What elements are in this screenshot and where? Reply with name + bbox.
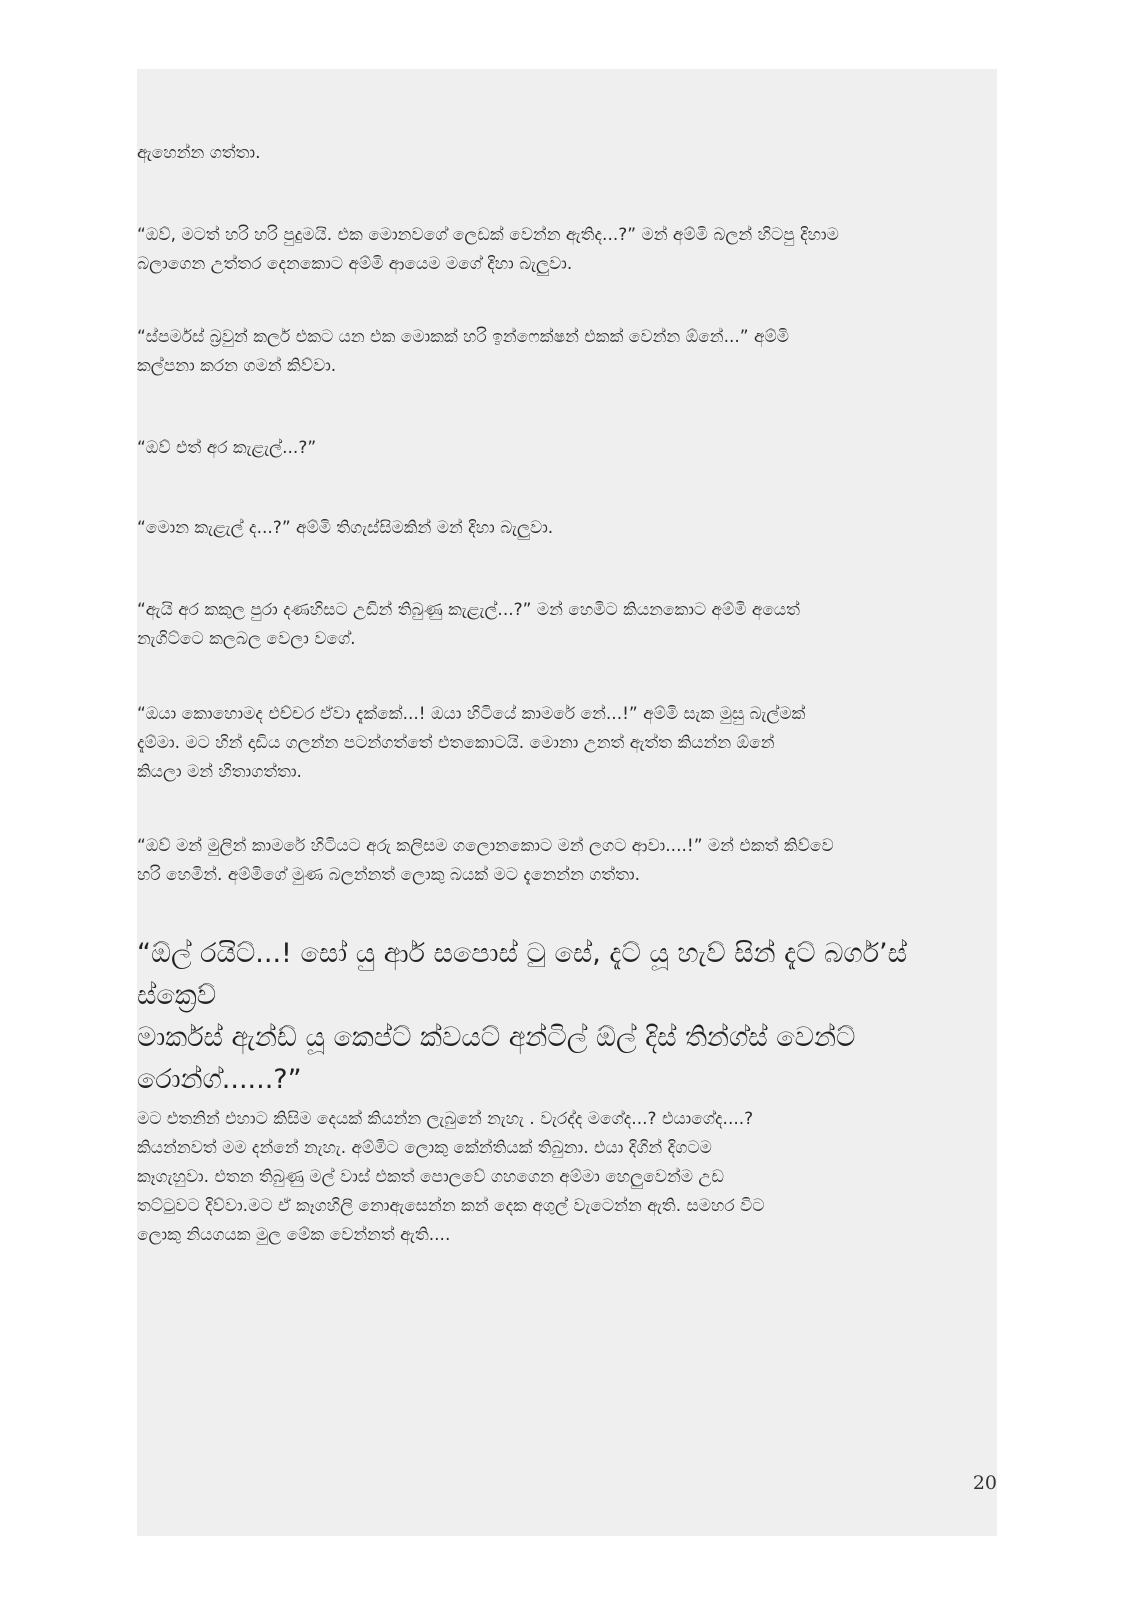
paragraph-1: ඇහෙන්න ගත්තා. <box>137 143 261 163</box>
dialogue-quote: “ඕල් රයිට්...! සෝ යු ආර් සපොස් ටු සේ, දැට් යූ හැව් සින් දැට් බගර්’ස් ස්ක්‍රෙව් මාර්කස් ඇන්ඩ් යූ කෙප්ට් ක්වයට් අන්ටිල් ඕල් දිස් තින්ග්ස් වෙන්ට් රොන්ග්......?” <box>137 938 908 1095</box>
paragraph-3: “ස්පර්මස් බ්‍රවුන් කලර් එකට යන එක මොකක් හරි ඉන්ෆෙක්ෂන් එකක් වෙන්න ඕනේ...” අම්මි කල්පනා කරන ගමන් කිව්වා. <box>137 327 789 376</box>
paragraph-7: “ඔයා කොහොමද එච්චර ඒවා දැක්කේ...! ඔයා හිටියේ කාමරේ නේ...!” අම්මි සැක මුසු බැල්මක් දැම්මා. මට හින් දාඩිය ගලන්න පටන්ගත්තේ එතකොටයි. මොනා උනත් ඇත්ත කියන්න ඕනේ කියලා මන් හිතාගත්තා. <box>137 704 806 782</box>
paragraph-10: මට එතනින් එහාට කිසිම දෙයක් කියන්න ලැබුනේ නැහැ . වැරද්ද මගේද...? එයාගේද....? කියන්නවත් මම දන්නේ නැහැ. අම්මිට ලොකු කේන්තියක් තිබුනා. එයා දිගින් දිගටම කෑගැහුවා. එතන තිබුණු මල් වාස් එකත් පොලවේ ගහගෙන අම්මා හෙලුවෙන්ම උඩ තට්ටුවට දිව්වා.මට ඒ කෑගහිලි නොඇසෙන්න කන් දෙක අගුල් වැටෙන්න ඇති. සමහර විට ලොකු නියගයක මුල මේක වෙන්නත් ඇති.... <box>137 1109 765 1245</box>
document-page <box>137 69 997 1536</box>
paragraph-2: “ඔව්, මටත් හරි හරි පුදුමයි. එක මොනවගේ ලෙඩක් වෙන්න ඇතිද...?” මන් අම්මි බලන් හිටපු දිහාම බලාගෙන උත්තර දෙනකොට අම්මි ආයෙම මගේ දිහා බැලුවා. <box>137 225 839 274</box>
paragraph-8: “ඔව් මන් මුලින් කාමරේ හිටියට අරු කලිසම ගලොනකොට මන් ලගට ආවා....!” මන් එකත් කිව්වෙ හරි හෙමින්. අම්මිගේ මුණ බලන්නත් ලොකු බයක් මට දැනෙන්න ගත්තා. <box>137 836 834 885</box>
paragraph-4: “ඔව් එත් අර කැළැල්...?” <box>137 438 317 458</box>
paragraph-6: “ඇයි අර කකුල පුරා දණහිසට උඩින් තිබුණු කැළැල්...?” මන් හෙමිට කියනකොට අම්මි අයෙත් නැගිට්ටෙ කලබල වෙලා වගේ. <box>137 600 800 649</box>
page-number: 20 <box>972 1472 997 1494</box>
paragraph-5: “මොන කැළැල් ද...?” අම්මි තිගැස්සිමකින් මන් දිහා බැලුවා. <box>137 518 554 538</box>
